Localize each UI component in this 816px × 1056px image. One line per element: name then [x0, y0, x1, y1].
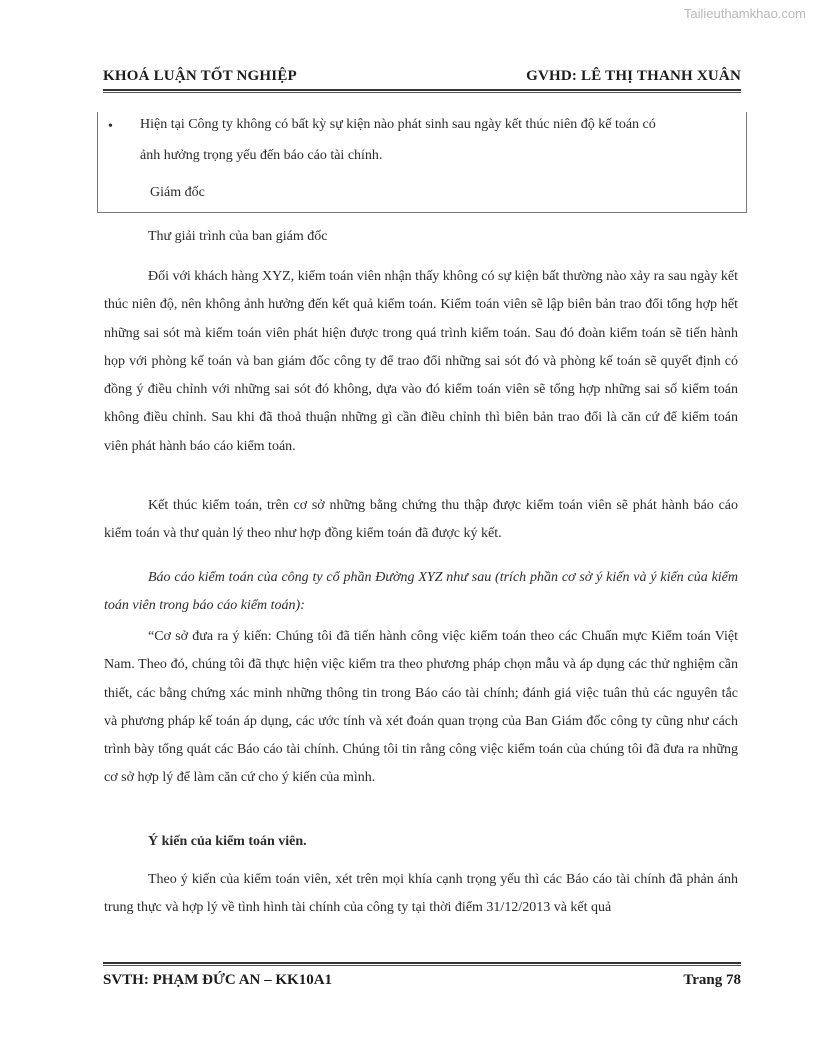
paragraph-opinion: Theo ý kiến của kiểm toán viên, xét trên mọi khía cạnh trọng yếu thì các Báo cáo tài chính đã phản ánh trung thực và hợp lý về tình hình tài chính của công ty tại thời điểm 31/12/2013 và kết quả: [104, 872, 738, 916]
page-header: [103, 68, 741, 85]
header-thesis-title: KHOÁ LUẬN TỐT NGHIỆP: [103, 68, 297, 84]
bullet-icon: •: [108, 119, 113, 134]
paragraph-2: Kết thúc kiểm toán, trên cơ sở những bằng chứng thu thập được kiểm toán viên sẽ phát hành báo cáo kiểm toán và thư quản lý theo như hợp đồng kiểm toán đã được ký kết.: [104, 498, 738, 542]
paragraph-opinion-basis: “Cơ sở đưa ra ý kiến: Chúng tôi đã tiến hành công việc kiểm toán theo các Chuẩn mực Kiểm toán Việt Nam. Theo đó, chúng tôi đã thực hiện việc kiểm tra theo phương pháp chọn mẫu và áp dụng các thử nghiệm cần thiết, các bằng chứng xác minh những thông tin trong Báo cáo tài chính; đánh giá việc tuân thủ các nguyên tắc và phương pháp kế toán áp dụng, các ước tính và xét đoán quan trọng của Ban Giám đốc công ty cũng như cách trình bày tổng quát các Báo cáo tài chính. Chúng tôi tin rằng công việc kiểm toán của chúng tôi đã đưa ra những cơ sở hợp lý để làm căn cứ cho ý kiến của mình.: [104, 629, 738, 786]
bullet-line-1: Hiện tại Công ty không có bất kỳ sự kiện nào phát sinh sau ngày kết thúc niên độ kế toán có: [140, 117, 656, 132]
footer-page-number: Trang 78: [683, 972, 741, 988]
opinion-heading: Ý kiến của kiểm toán viên.: [148, 834, 307, 849]
paragraph-1: Đối với khách hàng XYZ, kiểm toán viên nhận thấy không có sự kiện bất thường nào xảy ra sau ngày kết thúc niên độ, nên không ảnh hưởng đến kết quả kiểm toán. Kiểm toán viên sẽ lập biên bản trao đổi tổng hợp hết những sai sót mà kiểm toán viên phát hiện được trong quá trình kiểm toán. Sau đó đoàn kiểm toán sẽ tiến hành họp với phòng kế toán và ban giám đốc công ty để trao đổi những sai sót đó và phòng kế toán sẽ quyết định có đồng ý điều chỉnh với những sai sót đó không, dựa vào đó kiểm toán viên sẽ tổng hợp những sai số kiểm toán không điều chỉnh. Sau khi đã thoả thuận những gì cần điều chỉnh thì biên bản trao đổi là căn cứ để kiểm toán viên phát hành báo cáo kiểm toán.: [104, 269, 738, 454]
header-rule: [103, 89, 741, 93]
section-heading: Thư giải trình của ban giám đốc: [148, 229, 328, 244]
signature-label: Giám đốc: [150, 185, 205, 200]
watermark-text: Tailieuthamkhao.com: [683, 6, 806, 21]
paragraph-italic: Báo cáo kiểm toán của công ty cổ phần Đường XYZ như sau (trích phần cơ sở ý kiến và ý kiến của kiểm toán viên trong báo cáo kiểm toán):: [104, 570, 738, 614]
footer-rule: [103, 962, 741, 966]
bullet-line-2: ảnh hưởng trọng yếu đến báo cáo tài chính.: [140, 148, 383, 163]
page-footer: [103, 972, 741, 989]
footer-student: SVTH: PHẠM ĐỨC AN – KK10A1: [103, 972, 333, 988]
header-supervisor: GVHD: LÊ THỊ THANH XUÂN: [526, 68, 741, 84]
